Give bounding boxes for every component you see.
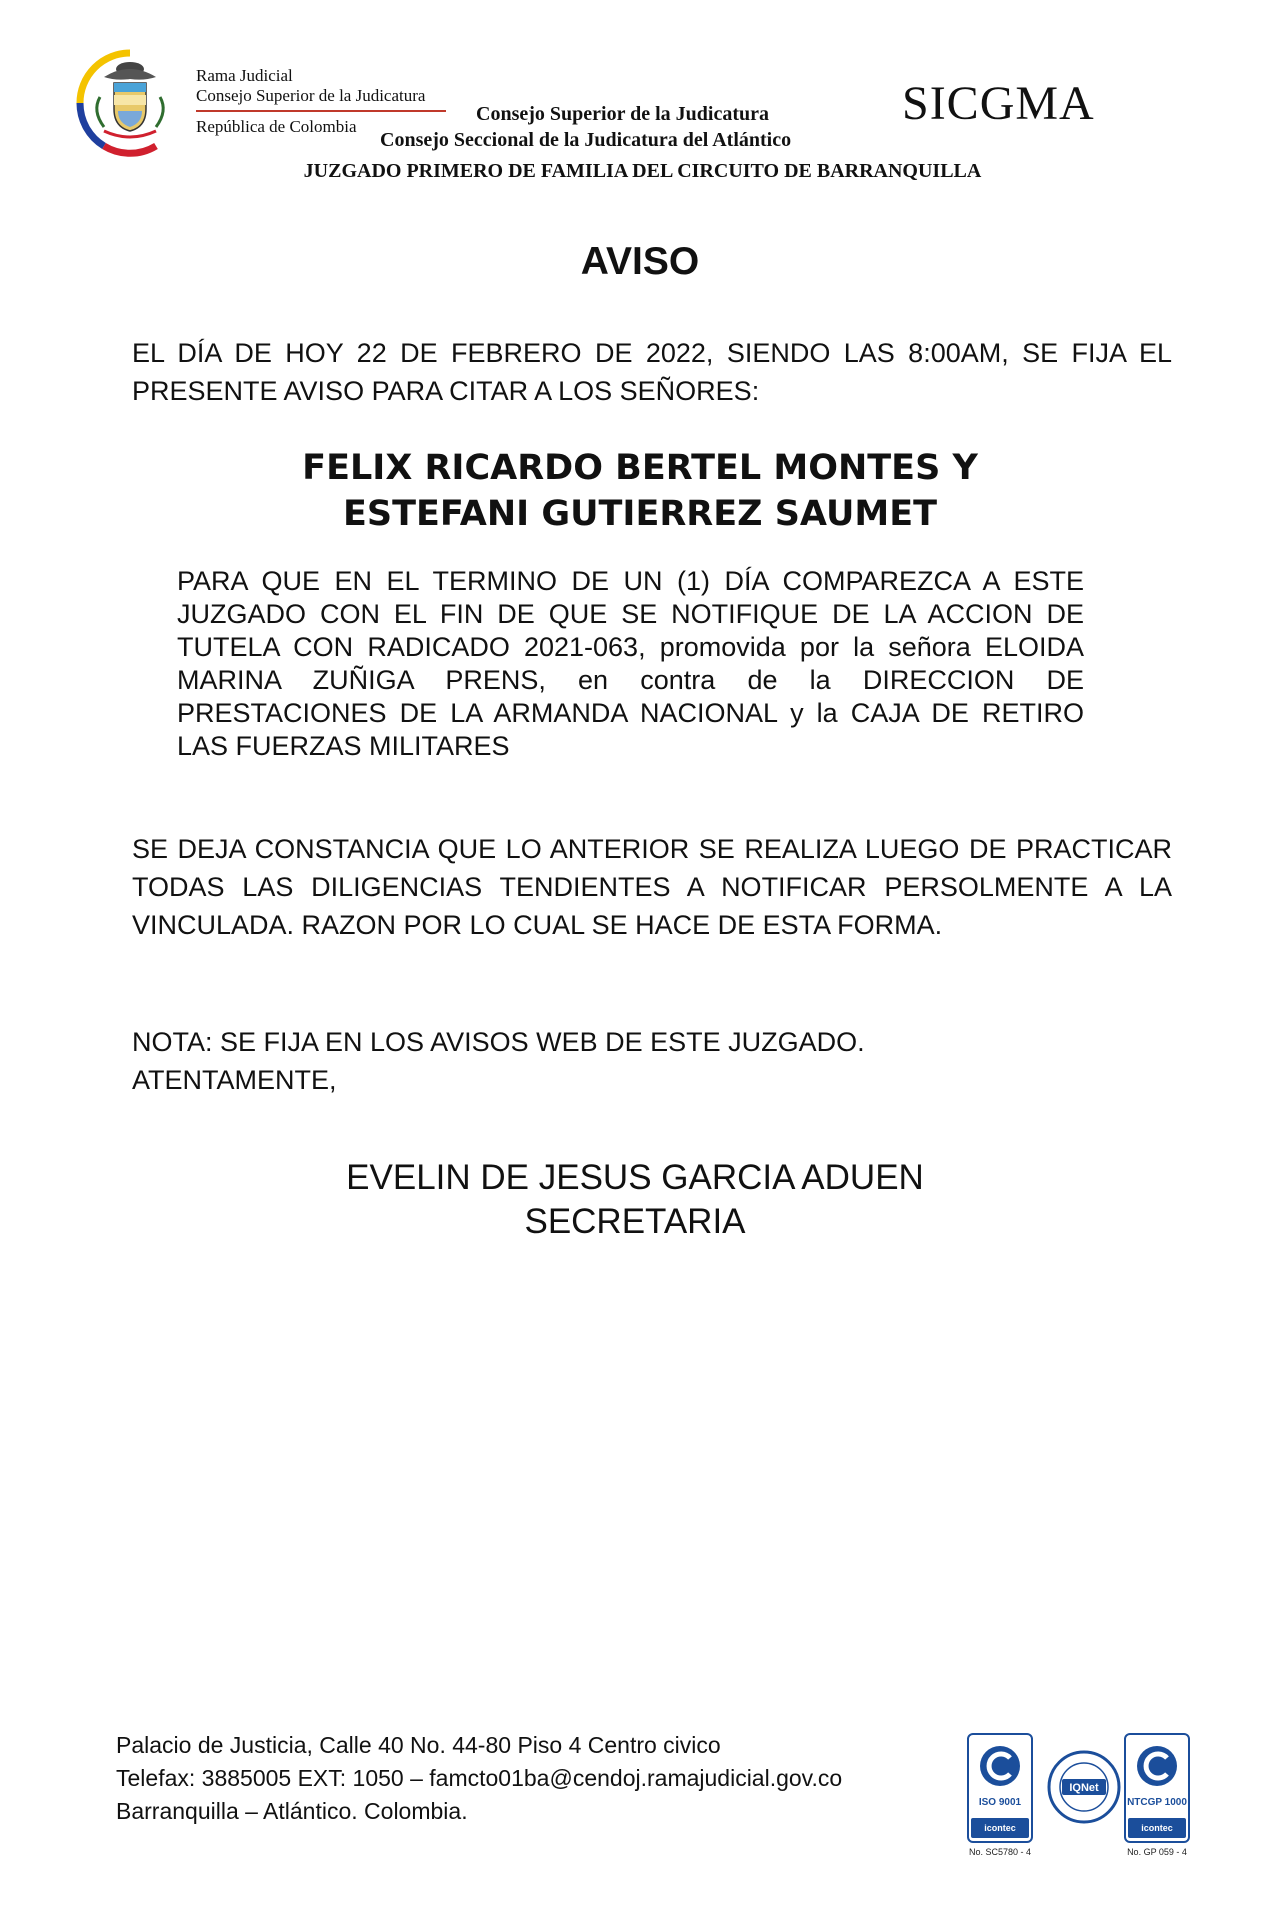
document-title: AVISO [580,240,700,283]
signer-name: EVELIN DE JESUS GARCIA ADUEN [346,1158,924,1197]
iso-9001-org: icontec [971,1818,1029,1838]
nota-block [132,1023,865,1099]
cited-name-line-2: ESTEFANI GUTIERREZ SAUMET [343,494,937,534]
footer-telefax: Telefax: 3885005 EXT: 1050 – famcto01ba@cendoj.ramajudicial.gov.co [116,1765,843,1791]
header-juzgado: JUZGADO PRIMERO DE FAMILIA DEL CIRCUITO DE BARRANQUILLA [303,160,982,182]
intro-paragraph: EL DÍA DE HOY 22 DE FEBRERO DE 2022, SIENDO LAS 8:00AM, SE FIJA EL PRESENTE AVISO PARA CITAR A LOS SEÑORES: [132,338,1172,406]
logo-text-rama-judicial: Rama Judicial [196,66,293,85]
iso-9001-label: ISO 9001 [978,1797,1022,1808]
logo-text-consejo-superior: Consejo Superior de la Judicatura [196,86,426,105]
colombia-coat-of-arms-logo [74,47,186,159]
ntcgp-1000-org: icontec [1128,1818,1186,1838]
iso-9001-number: No. SC5780 - 4 [968,1847,1032,1857]
iqnet-logo-icon [1046,1749,1122,1825]
cited-names [0,445,1270,537]
footer-address: Palacio de Justicia, Calle 40 No. 44-80 Piso 4 Centro civico [116,1732,721,1758]
footer-contact [116,1729,842,1828]
system-name: SICGMA [902,77,1095,130]
logo-text-republica: República de Colombia [196,117,357,136]
iso-9001-badge [967,1733,1033,1857]
header-divider [196,110,446,112]
citation-paragraph: PARA QUE EN EL TERMINO DE UN (1) DÍA COMPAREZCA A ESTE JUZGADO CON EL FIN DE QUE SE NOTIFIQUE DE LA ACCION DE TUTELA CON RADICADO 2021-063, promovida por la señora ELOIDA MARINA ZUÑIGA PRENS, en contra de la DIRECCION DE PRESTACIONES DE LA ARMANDA NACIONAL y la CAJA DE RETIRO LAS FUERZAS MILITARES [177,566,1084,761]
signer-role: SECRETARIA [524,1202,746,1241]
header-consejo-superior: Consejo Superior de la Judicatura [476,103,769,125]
closing-text: ATENTAMENTE, [132,1065,337,1095]
icontec-logo-icon [977,1743,1023,1789]
cited-name-line-1: FELIX RICARDO BERTEL MONTES Y [302,448,978,488]
ntcgp-1000-badge [1124,1733,1190,1857]
footer-city: Barranquilla – Atlántico. Colombia. [116,1798,468,1824]
ntcgp-1000-label: NTCGP 1000 [1127,1797,1187,1808]
signature-block [0,1156,1270,1244]
icontec-logo-icon [1134,1743,1180,1789]
nota-text: NOTA: SE FIJA EN LOS AVISOS WEB DE ESTE JUZGADO. [132,1027,865,1057]
ntcgp-1000-number: No. GP 059 - 4 [1127,1847,1187,1857]
header-consejo-seccional: Consejo Seccional de la Judicatura del Atlántico [380,129,792,151]
iqnet-label: IQNet [1069,1782,1099,1794]
constancia-paragraph: SE DEJA CONSTANCIA QUE LO ANTERIOR SE REALIZA LUEGO DE PRACTICAR TODAS LAS DILIGENCIAS TENDIENTES A NOTIFICAR PERSOLMENTE A LA VINCULADA. RAZON POR LO CUAL SE HACE DE ESTA FORMA. [132,834,1172,940]
